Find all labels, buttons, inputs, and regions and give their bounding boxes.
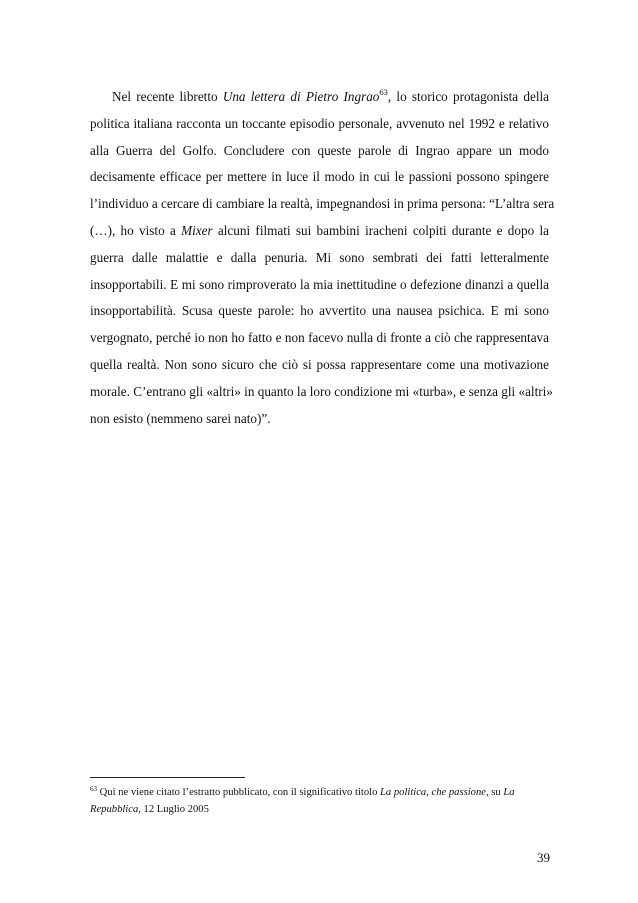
text-line: morale. C’entrano gli «altri» in quanto la loro condizione mi «turba», e senza gli «altri» [90,383,553,399]
page-number: 39 [537,850,550,865]
text-line [90,84,549,111]
text-line: quella realtà. Non sono sicuro che ciò si possa rappresentare come una motivazione [90,356,549,372]
footnote-text: , su [485,787,504,798]
text-line: guerra dalle malattie e dalla penuria. Mi sono sembrati dei fatti letteralmente [90,249,549,265]
text-line: l’individuo a cercare di cambiare la realtà, impegnandosi in prima persona: “L’altra sera [90,196,555,212]
program-title: Mixer [181,222,213,238]
text-line: vergognato, perché io non ho fatto e non facevo nulla di fronte a ciò che rappresentava [90,330,549,346]
text-line: alla Guerra del Golfo. Concludere con queste parole di Ingrao appare un modo [90,142,549,158]
text-line: insopportabilità. Scusa queste parole: ho avvertito una nausea psichica. E mi sono [90,303,549,319]
footnote-separator [90,777,245,778]
footnote-reference[interactable]: 63 [379,87,388,97]
footnote [90,784,549,818]
newspaper-name: La [503,787,515,798]
text-run: (…), ho visto a [90,222,182,238]
text-run: Nel recente libretto [112,89,223,104]
newspaper-name: Repubblica [90,804,139,815]
footnote-date: , 12 Luglio 2005 [138,804,209,815]
article-title: La politica, che passione [380,787,486,798]
footnote-text: Qui ne viene citato l’estratto pubblicato, con il significativo titolo [97,787,381,798]
text-line: decisamente efficace per mettere in luce il modo in cui le passioni possono spingere [90,169,549,185]
text-run: , lo storico protagonista della [387,89,549,104]
book-title: Una lettera di Pietro Ingrao [222,89,380,104]
body-paragraph [90,84,555,432]
text-run: alcuni filmati sui bambini iracheni colpiti durante e dopo la [212,222,549,238]
text-line [90,218,549,245]
footnote-number: 63 [90,785,97,793]
text-line: politica italiana racconta un toccante episodio personale, avvenuto nel 1992 e relativo [90,115,549,131]
text-line: non esisto (nemmeno sarei nato)”. [90,410,271,426]
text-line: insopportabili. E mi sono rimproverato la mia inettitudine o defezione dinanzi a quella [90,276,549,292]
